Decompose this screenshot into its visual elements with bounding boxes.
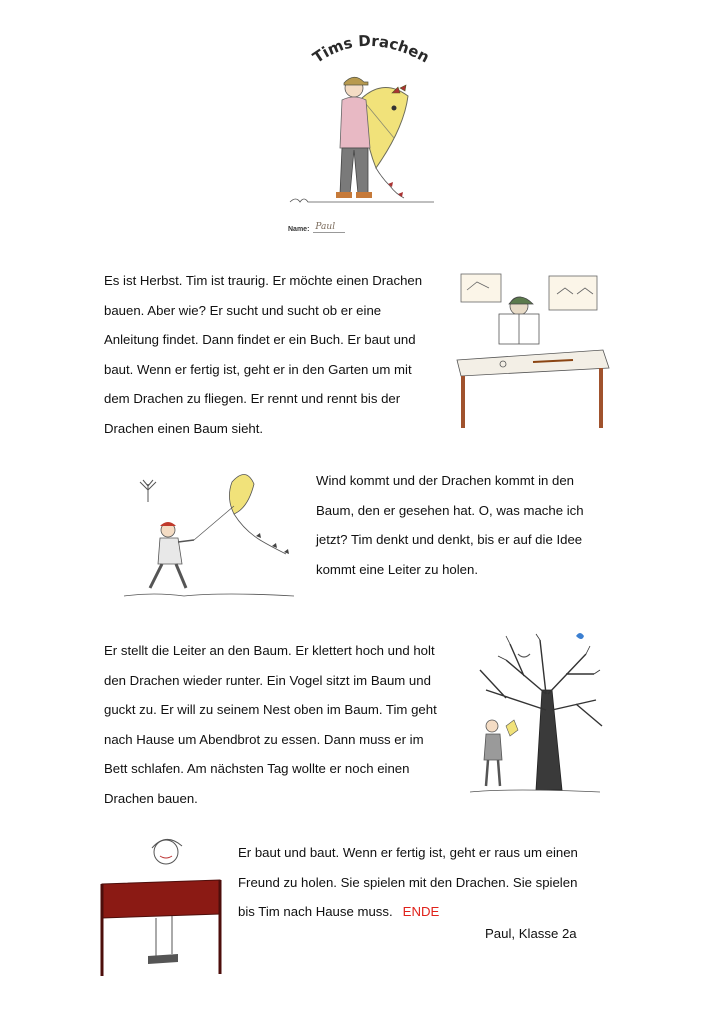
paragraph-line: Baum, den er gesehen hat. O, was mache ich: [316, 502, 584, 518]
paragraph-4: [238, 838, 598, 927]
paragraph-line: guckt zu. Er will zu seinem Nest oben im Baum. Tim geht: [104, 702, 437, 717]
end-marker: ENDE: [402, 904, 440, 919]
paragraph-line: Er baut und baut. Wenn er fertig ist, geht er raus um einen: [238, 845, 578, 860]
cover-drawing: [284, 18, 440, 238]
author-signature: Paul, Klasse 2a: [485, 926, 577, 941]
paragraph-line: Er stellt die Leiter an den Baum. Er klettert hoch und holt: [104, 643, 435, 658]
paragraph-line: den Drachen wieder runter. Ein Vogel sitzt im Baum und: [104, 672, 431, 688]
boy-building-kite-icon: [453, 264, 613, 434]
paragraph-line: Freund zu holen. Sie spielen mit den Drachen. Sie spielen: [238, 874, 578, 890]
name-row: [288, 222, 345, 233]
boy-at-tree-icon: [466, 630, 606, 800]
paragraph-line: Wind kommt und der Drachen kommt in den: [316, 473, 574, 488]
paragraph-line: Es ist Herbst. Tim ist traurig. Er möchte einen Drachen: [104, 273, 423, 288]
paragraph-line: bauen. Aber wie? Er sucht und sucht ob er eine: [104, 302, 382, 318]
paragraph-line: kommt eine Leiter zu holen.: [316, 561, 478, 577]
paragraph-1: [104, 266, 449, 443]
boy-flying-kite-icon: [122, 462, 302, 604]
boy-with-kite-icon: [284, 18, 440, 218]
paragraph-line: Drachen einen Baum sieht.: [104, 420, 264, 436]
paragraph-line: jetzt? Tim denkt und denkt, bis er auf die Idee: [316, 532, 583, 547]
paragraph-3: [104, 636, 464, 813]
name-label: Name:: [288, 226, 310, 233]
paragraph-line: Drachen bauen.: [104, 790, 198, 806]
paragraph-line: baut. Wenn er fertig ist, geht er in den Garten um mit: [104, 361, 412, 377]
paragraph-line: nach Hause um Abendbrot zu essen. Dann muss er im: [104, 731, 424, 747]
cover-title-text: Tims Drachen: [309, 31, 433, 67]
boy-in-bed-icon: [96, 826, 226, 986]
paragraph-line: bis Tim nach Hause muss.: [238, 904, 393, 919]
paragraph-line: Bett schlafen. Am nächsten Tag wollte er noch einen: [104, 761, 410, 776]
paragraph-line: dem Drachen zu fliegen. Er rennt und rennt bis der: [104, 391, 401, 406]
name-value: Paul: [313, 222, 345, 233]
paragraph-line-last: [238, 897, 598, 927]
paragraph-2: [316, 466, 616, 584]
paragraph-line: Anleitung findet. Dann findet er ein Buch. Er baut und: [104, 332, 416, 347]
